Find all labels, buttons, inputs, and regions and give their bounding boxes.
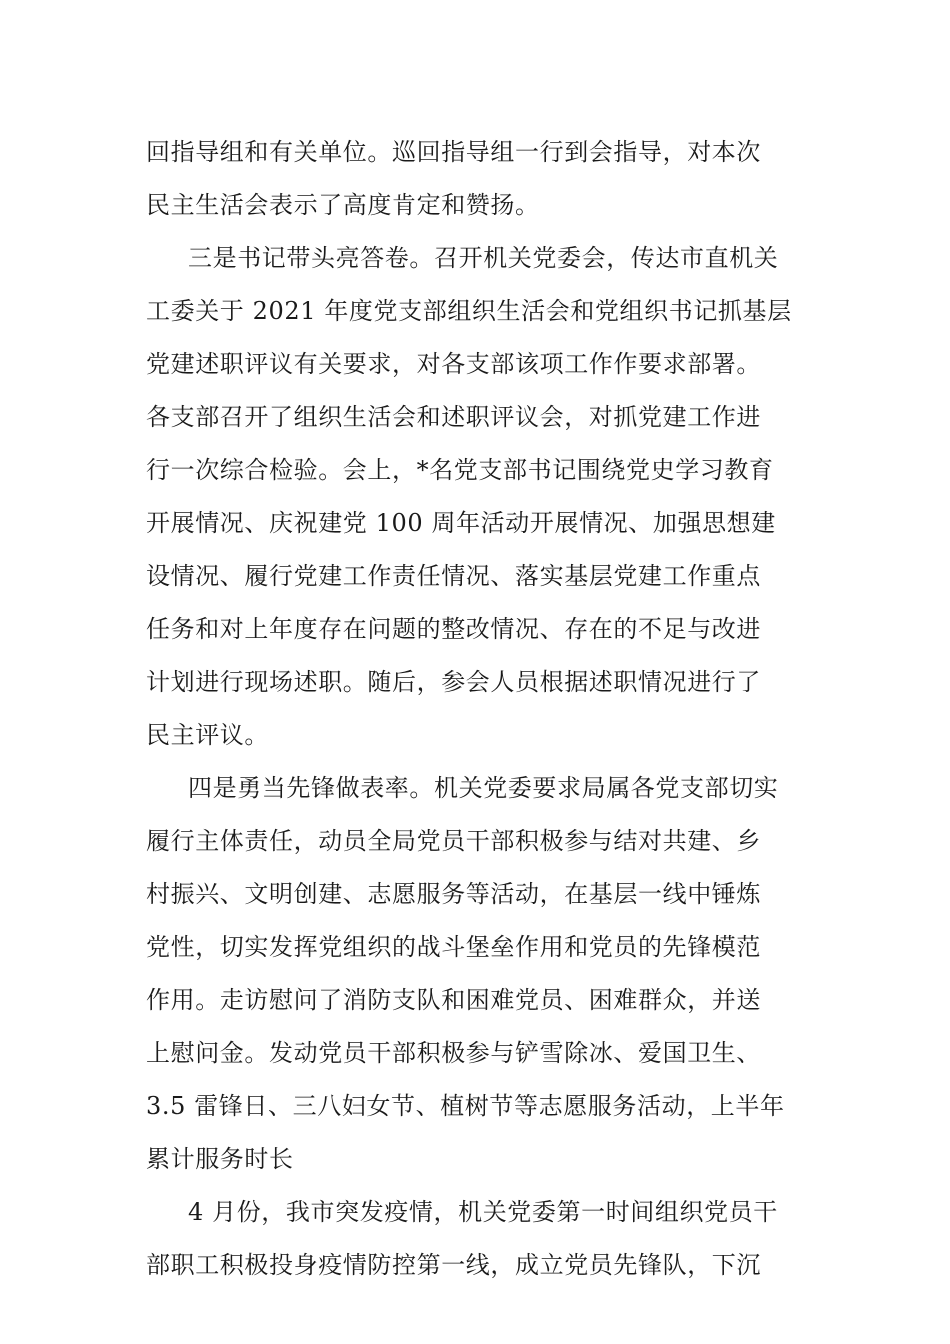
text-line-7: 行一次综合检验。会上，*名党支部书记围绕党史学习教育 [146,456,774,484]
text-line-4: 工委关于 2021 年度党支部组织生活会和党组织书记抓基层 [146,297,792,325]
text-line-5: 党建述职评议有关要求，对各支部该项工作作要求部署。 [146,350,761,378]
text-line-15: 村振兴、文明创建、志愿服务等活动，在基层一线中锤炼 [146,880,761,908]
text-line-14: 履行主体责任，动员全局党员干部积极参与结对共建、乡 [146,827,761,855]
text-line-9: 设情况、履行党建工作责任情况、落实基层党建工作重点 [146,562,761,590]
text-line-20: 累计服务时长 [146,1145,294,1173]
paragraph-3-heading: 三是书记带头亮答卷。召开机关党委会，传达市直机关 [188,244,779,272]
text-line-16: 党性，切实发挥党组织的战斗堡垒作用和党员的先锋模范 [146,933,761,961]
text-line-2: 民主生活会表示了高度肯定和赞扬。 [146,191,540,219]
text-line-11: 计划进行现场述职。随后，参会人员根据述职情况进行了 [146,668,761,696]
text-line-6: 各支部召开了组织生活会和述职评议会，对抓党建工作进 [146,403,761,431]
text-line-17: 作用。走访慰问了消防支队和困难党员、困难群众，并送 [146,986,761,1014]
text-line-1: 回指导组和有关单位。巡回指导组一行到会指导，对本次 [146,138,761,166]
text-line-8: 开展情况、庆祝建党 100 周年活动开展情况、加强思想建 [146,509,776,537]
text-line-18: 上慰问金。发动党员干部积极参与铲雪除冰、爱国卫生、 [146,1039,761,1067]
text-line-19: 3.5 雷锋日、三八妇女节、植树节等志愿服务活动，上半年 [146,1092,785,1120]
paragraph-5-start: 4 月份，我市突发疫情，机关党委第一时间组织党员干 [188,1198,778,1226]
text-line-10: 任务和对上年度存在问题的整改情况、存在的不足与改进 [146,615,761,643]
paragraph-4-heading: 四是勇当先锋做表率。机关党委要求局属各党支部切实 [188,774,779,802]
text-line-12: 民主评议。 [146,721,269,749]
text-line-22: 部职工积极投身疫情防控第一线，成立党员先锋队，下沉 [146,1251,761,1279]
